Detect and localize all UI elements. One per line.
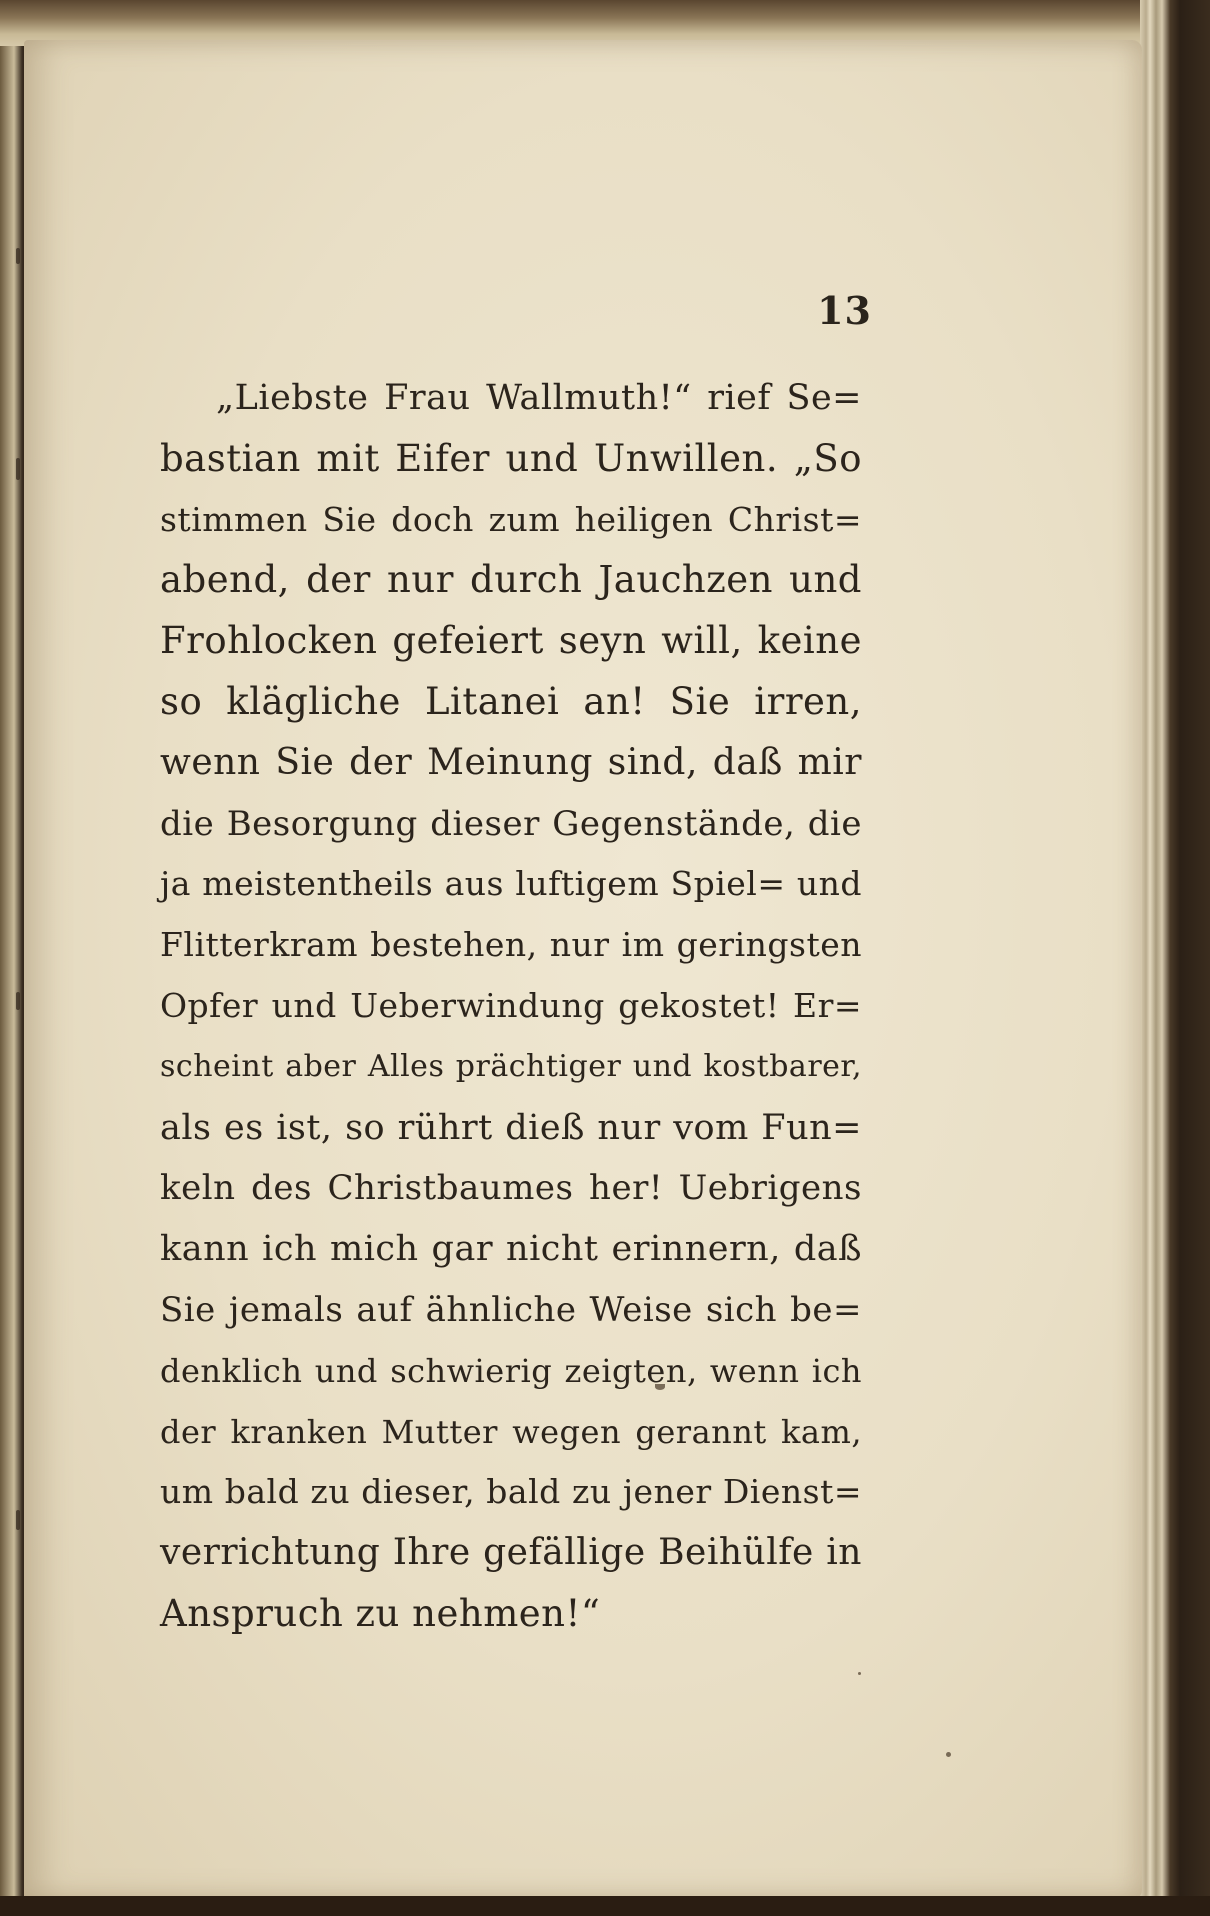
- text-line: Opfer und Ueberwindung gekostet! Er=: [160, 985, 862, 1025]
- text-line: denklich und schwierig zeigten, wenn ich: [160, 1351, 862, 1390]
- text-line: Flitterkram bestehen, nur im geringsten: [160, 925, 862, 965]
- text-line: so klägliche Litanei an! Sie irren,: [160, 679, 862, 723]
- margin-mark: [16, 248, 20, 264]
- text-line: abend, der nur durch Jauchzen und: [160, 558, 862, 602]
- paper-speck: [858, 1672, 861, 1675]
- text-line: stimmen Sie doch zum heiligen Christ=: [160, 499, 862, 539]
- body-text: [160, 368, 862, 1645]
- page-number: 13: [817, 288, 872, 333]
- paper-speck: [946, 1752, 951, 1757]
- text-line: kann ich mich gar nicht erinnern, daß: [160, 1229, 862, 1270]
- text-line: wenn Sie der Meinung sind, daß mir: [160, 741, 862, 783]
- text-line: keln des Christbaumes her! Uebrigens: [160, 1168, 862, 1209]
- text-line: ja meistentheils aus luftigem Spiel= und: [160, 864, 862, 904]
- text-line: „Liebste Frau Wallmuth!“ rief Se=: [216, 378, 862, 418]
- book-page-edges: [1140, 0, 1210, 1916]
- text-line: als es ist, so rührt dieß nur vom Fun=: [160, 1107, 862, 1148]
- text-line: bastian mit Eifer und Unwillen. „So: [160, 436, 862, 480]
- text-line: die Besorgung dieser Gegenstände, die: [160, 803, 862, 844]
- margin-mark: [16, 458, 20, 480]
- text-line: um bald zu dieser, bald zu jener Dienst=: [160, 1472, 862, 1512]
- margin-mark: [16, 992, 20, 1010]
- text-line: der kranken Mutter wegen gerannt kam,: [160, 1412, 862, 1451]
- margin-mark: [16, 1510, 20, 1530]
- text-line: Anspruch zu nehmen!“: [160, 1591, 601, 1635]
- text-line: Frohlocken gefeiert seyn will, keine: [160, 619, 862, 663]
- text-line: verrichtung Ihre gefällige Beihülfe in: [160, 1532, 862, 1574]
- text-line: Sie jemals auf ähnliche Weise sich be=: [160, 1289, 862, 1330]
- text-line: scheint aber Alles prächtiger und kostbarer,: [160, 1048, 862, 1084]
- book-bottom-edge: [0, 1896, 1210, 1916]
